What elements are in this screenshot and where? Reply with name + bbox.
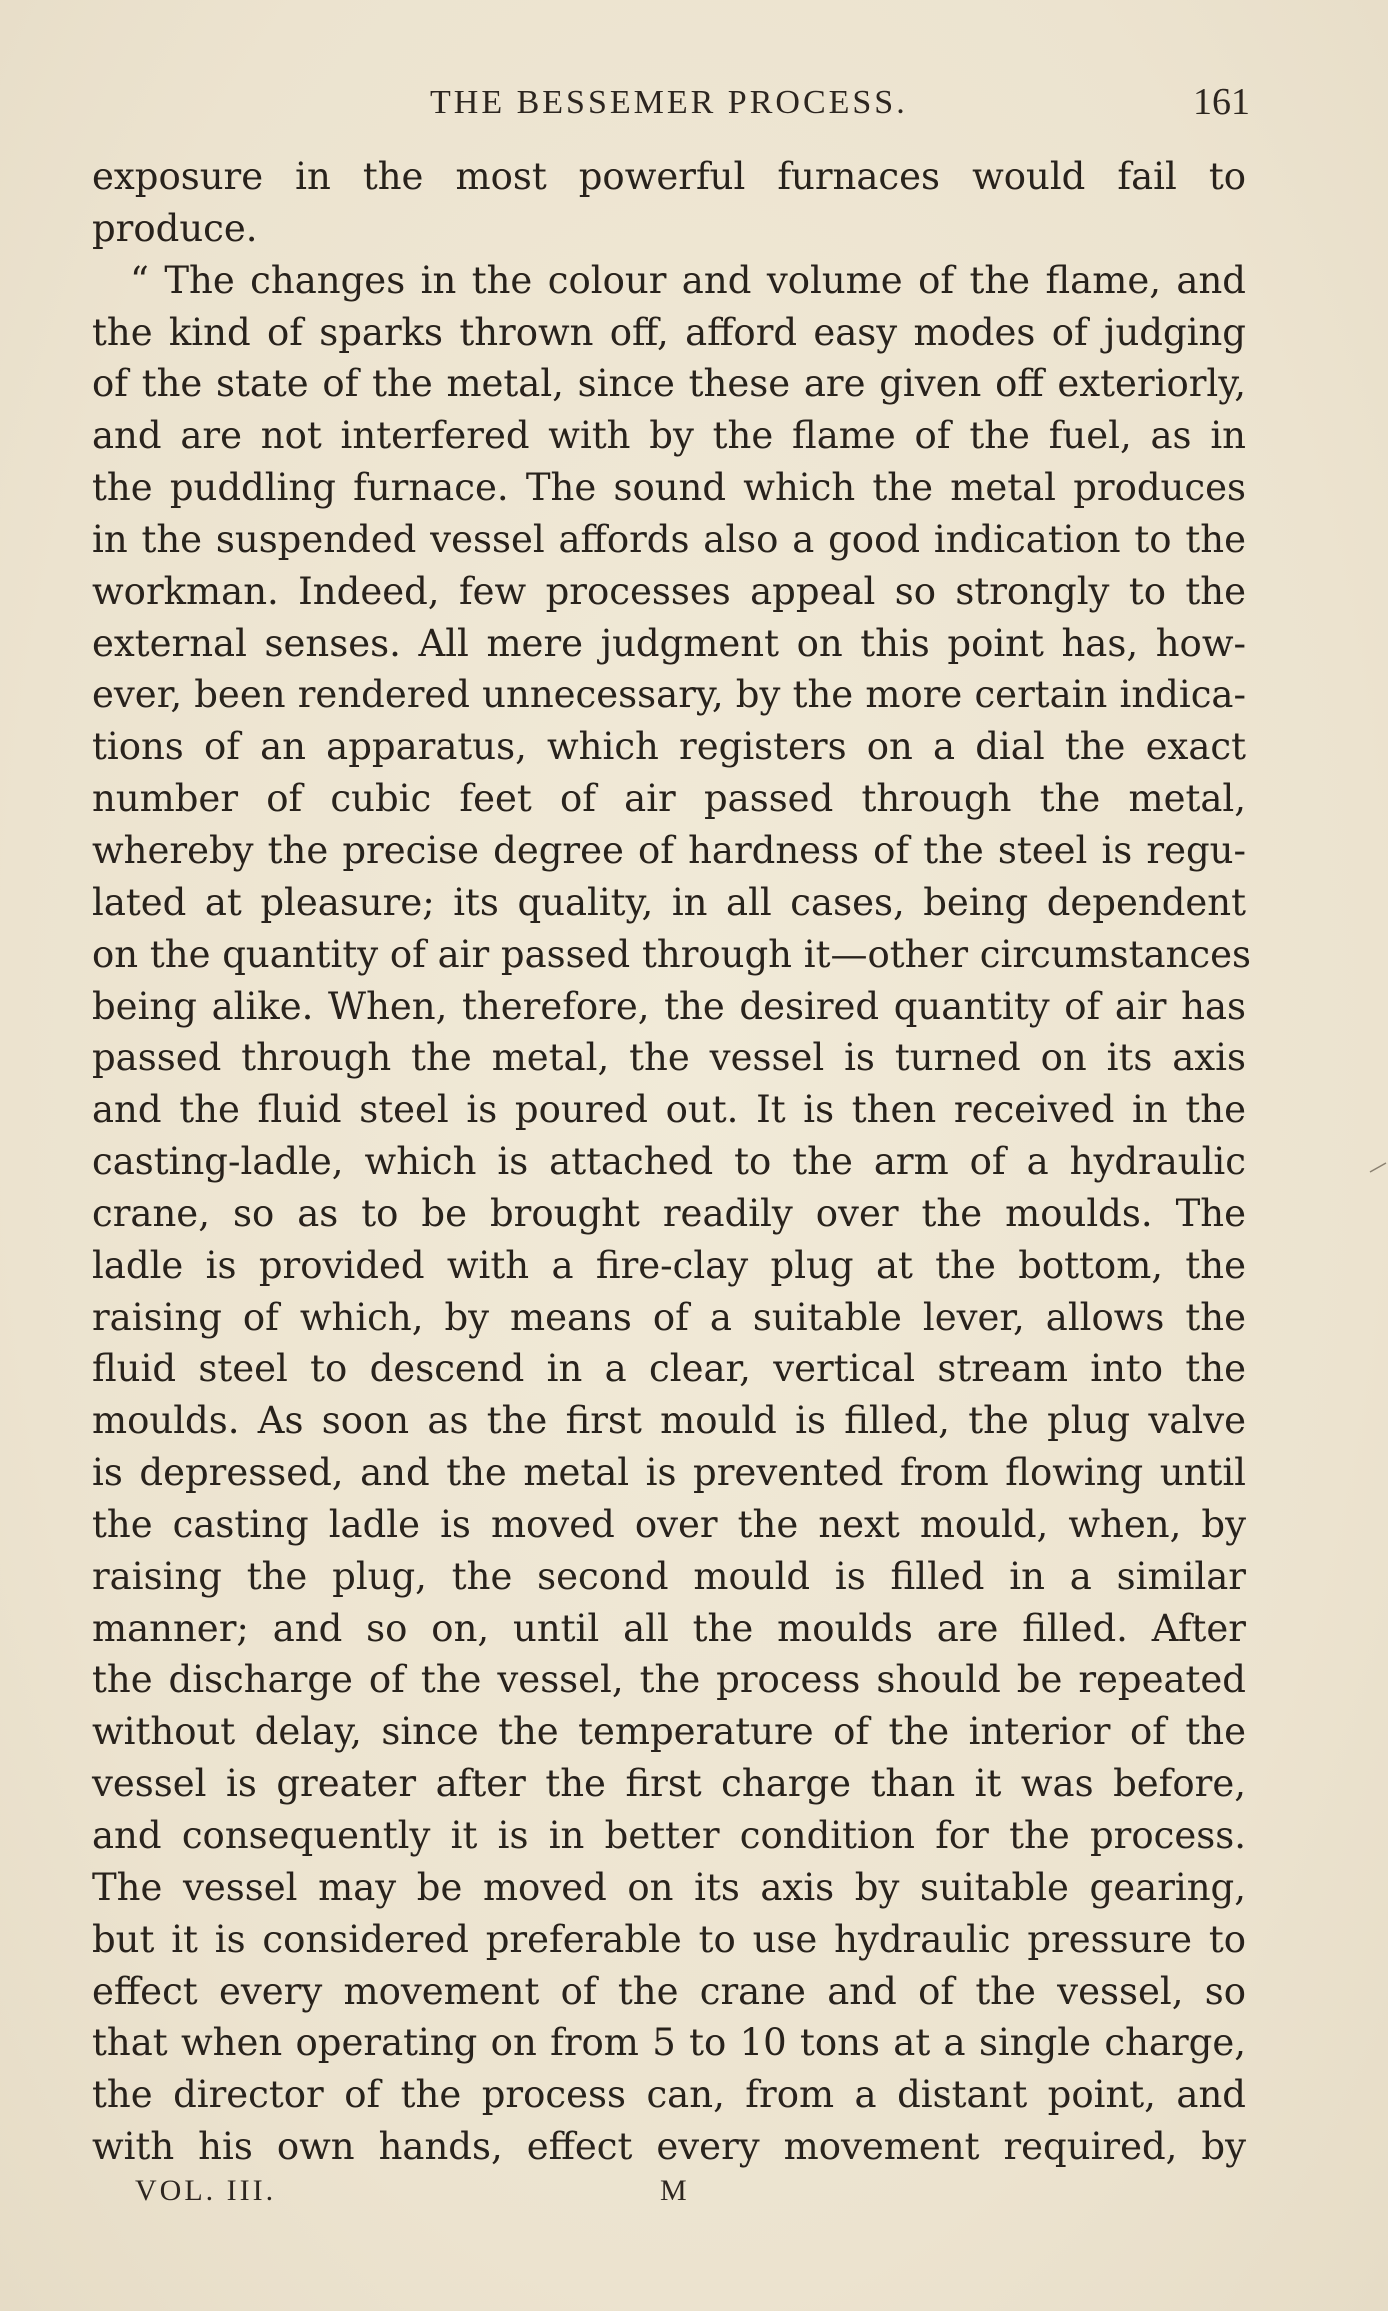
text-line: casting-ladle, which is attached to the arm of a hydraulic (92, 1140, 1246, 1184)
text-line: on the quantity of air passed through it—other circumstances (92, 932, 1252, 976)
text-line: number of cubic feet of air passed through the metal, (92, 777, 1246, 821)
text-line: whereby the precise degree of hardness of the steel is regu- (92, 828, 1246, 872)
volume-label: VOL. III. (135, 2174, 277, 2207)
running-title: THE BESSEMER PROCESS. (430, 84, 908, 121)
text-line: passed through the metal, the vessel is turned on its axis (92, 1036, 1246, 1080)
text-line: raising of which, by means of a suitable lever, allows the (92, 1295, 1246, 1339)
text-line: “ The changes in the colour and volume of the flame, and (130, 258, 1246, 302)
margin-tick-mark (1368, 1160, 1388, 1174)
text-line: effect every movement of the crane and of the vessel, so (92, 1969, 1246, 2013)
text-line: produce. (92, 206, 258, 250)
text-line: the director of the process can, from a distant point, and (92, 2073, 1246, 2117)
signature-mark: M (660, 2174, 687, 2207)
text-line: lated at pleasure; its quality, in all cases, being dependent (92, 880, 1246, 924)
text-line: but it is considered preferable to use hydraulic pressure to (92, 1917, 1246, 1961)
text-line: exposure in the most powerful furnaces would fail to (92, 155, 1246, 198)
text-line: is depressed, and the metal is prevented from flowing until (92, 1451, 1246, 1495)
text-line: and consequently it is in better condition for the process. (92, 1814, 1246, 1857)
text-line: without delay, since the temperature of the interior of the (92, 1710, 1246, 1754)
text-line: ever, been rendered unnecessary, by the more certain indica- (92, 673, 1246, 717)
page-number: 161 (1193, 81, 1250, 123)
text-line: being alike. When, therefore, the desired quantity of air has (92, 984, 1246, 1028)
text-line: raising the plug, the second mould is filled in a similar (92, 1554, 1246, 1598)
text-line: external senses. All mere judgment on this point has, how- (92, 621, 1246, 665)
text-line: the puddling furnace. The sound which the metal produces (92, 466, 1246, 510)
text-line: the kind of sparks thrown off, afford easy modes of judging (92, 310, 1246, 354)
text-line: in the suspended vessel affords also a good indication to the (92, 517, 1246, 561)
text-line: crane, so as to be brought readily over the moulds. The (92, 1191, 1246, 1235)
text-line: moulds. As soon as the first mould is filled, the plug valve (92, 1399, 1246, 1443)
text-line: the discharge of the vessel, the process should be repeated (92, 1658, 1246, 1702)
text-line: the casting ladle is moved over the next mould, when, by (92, 1502, 1246, 1546)
text-line: and the fluid steel is poured out. It is then received in the (92, 1088, 1246, 1132)
text-line: The vessel may be moved on its axis by suitable gearing, (92, 1865, 1246, 1909)
page-footer (90, 2174, 790, 2214)
body-text (92, 151, 1252, 2173)
text-line: workman. Indeed, few processes appeal so strongly to the (92, 569, 1246, 613)
text-line: vessel is greater after the first charge than it was before, (92, 1762, 1246, 1806)
text-line: ladle is provided with a fire-clay plug at the bottom, the (92, 1243, 1246, 1287)
text-line: fluid steel to descend in a clear, vertical stream into the (92, 1347, 1246, 1391)
text-line: tions of an apparatus, which registers on a dial the exact (92, 725, 1246, 769)
text-line: and are not interfered with by the flame of the fuel, as in (92, 414, 1246, 458)
text-line: with his own hands, effect every movement required, by (92, 2125, 1246, 2169)
text-line: manner; and so on, until all the moulds are filled. After (92, 1606, 1246, 1650)
text-line: that when operating on from 5 to 10 tons at a single charge, (92, 2021, 1246, 2065)
running-head (90, 80, 1250, 124)
text-line: of the state of the metal, since these are given off exteriorly, (92, 362, 1246, 406)
